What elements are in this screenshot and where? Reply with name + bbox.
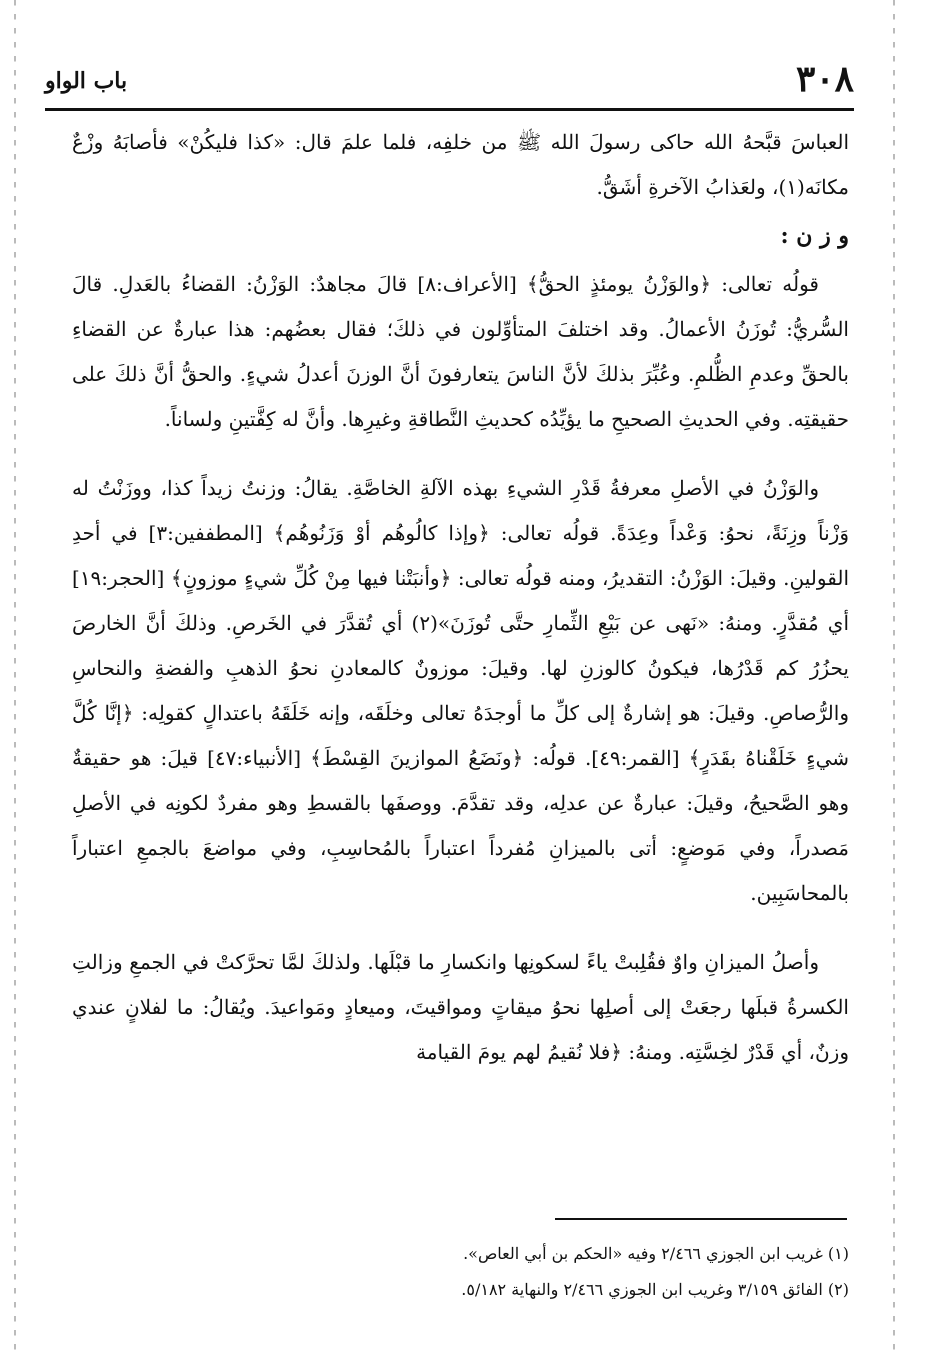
header-rule	[45, 108, 854, 111]
footnote-rule	[555, 1218, 847, 1220]
page-header	[45, 58, 854, 108]
entry-heading: و ز ن :	[780, 223, 849, 249]
paragraph-4: وأصلُ الميزانِ واوٌ فقُلِبتْ ياءً لسكونِها وانكسارِ ما قبْلَها. ولذلكَ لمَّا تحرَّكتْ في الجمعِ وزالتِ الكسرةُ قبلَها رجعَتْ إلى أصلِها نحوُ ميقاتٍ ومواقيتَ، وميعادٍ ومَواعيدَ. ويُقالُ: ما لفلانٍ عندي وزنٌ، أي قَدْرٌ لخِسَّتِه. ومنهُ: ﴿فلا نُقيمُ لهم يومَ القيامة	[72, 950, 849, 1064]
paragraph-1: العباسَ قبَّحهُ الله حاكى رسولَ الله ﷺ من خلفِه، فلما علمَ قال: «كذا فليكُنْ» فأصابَهُ وزْعٌ مكانَه(١)، ولعَذابُ الآخرةِ أشَقُّ.	[72, 130, 850, 199]
footnote-2: (٢) الفائق ٣/١٥٩ وغريب ابن الجوزي ٢/٤٦٦ والنهاية ٥/١٨٢.	[461, 1280, 849, 1299]
chapter-title: باب الواو	[45, 68, 128, 94]
footnote-1: (١) غريب ابن الجوزي ٢/٤٦٦ وفيه «الحكم بن أبي العاص».	[463, 1244, 849, 1263]
page-number: ٣٠٨	[795, 58, 854, 100]
scan-margin-left	[14, 0, 16, 1357]
paragraph-3: والوَزْنُ في الأصلِ معرفةُ قَدْرِ الشيءِ بهذه الآلةِ الخاصَّةِ. يقالُ: وزنتُ زيداً كذا، ووزَنْتُ له وَزْناً وزِنَةً، نحوُ: وَعْداً وعِدَةً. قولُه تعالى: ﴿وإذا كالُوهُم أوْ وَزَنُوهُم﴾ [المطففين:٣] في أحدِ القولينِ. وقيلَ: الوَزْنُ: التقديرُ، ومنه قولُه تعالى: ﴿وأنبَتْنا فيها مِنْ كُلِّ شيءٍ موزونٍ﴾ [الحجر:١٩] أي مُقدَّرٍ. ومنهُ: «نَهى عن بَيْعِ الثِّمارِ حتَّى تُوزَنَ»(٢) أي تُقدَّرَ في الخَرصِ. وذلكَ أنَّ الخارصَ يحزُرُ كم قَدْرُها، فيكونُ كالوزنِ لها. وقيلَ: موزونٌ كالمعادنِ نحوُ الذهبِ والفضةِ والنحاسِ والرُّصاصِ. وقيلَ: هو إشارةٌ إلى كلِّ ما أوجدَهُ تعالى وخلَقَه، وإنه خَلَقَهُ باعتدالٍ كقولِه: ﴿إنَّا كُلَّ شيءٍ خَلَقْناهُ بقَدَرٍ﴾ [القمر:٤٩]. قولُه: ﴿ونَضَعُ الموازينَ القِسْطَ﴾ [الأنبياء:٤٧] قيلَ: هو حقيقةٌ وهو الصَّحيحُ، وقيلَ: عبارةٌ عن عدلِه، وقد تقدَّمَ. ووصفَها بالقسطِ وهو مفردٌ لكونِه في الأصلِ مَصدراً، وفي مَوضعٍ: أتى بالميزانِ مُفرداً اعتباراً بالمُحاسِبِ، وفي مواضعَ بالجمعِ اعتباراً بالمحاسَبِين.	[72, 476, 850, 905]
paragraph-2: قولُه تعالى: ﴿والوَزْنُ يومئذٍ الحقُّ﴾ [الأعراف:٨] قالَ مجاهدٌ: الوَزْنُ: القضاءُ بالعَدلِ. قالَ السُّريُّ: تُوزَنُ الأعمالُ. وقد اختلفَ المتأوِّلون في ذلكَ؛ فقال بعضُهم: هذا عبارةٌ عن القضاءِ بالحقِّ وعدمِ الظُّلمِ. وعُبِّرَ بذلكَ لأنَّ الناسَ يتعارفونَ أنَّ الوزنَ أعدلُ شيءٍ. والحقُّ أنَّ ذلكَ على حقيقتِه. وفي الحديثِ الصحيحِ ما يؤيِّدُه كحديثِ النَّطاقةِ وغيرِها. وأنَّ له كِفَّتينِ ولساناً.	[72, 272, 849, 431]
footnotes	[100, 1236, 849, 1308]
main-text	[72, 120, 849, 1075]
scan-margin-right	[893, 0, 895, 1357]
